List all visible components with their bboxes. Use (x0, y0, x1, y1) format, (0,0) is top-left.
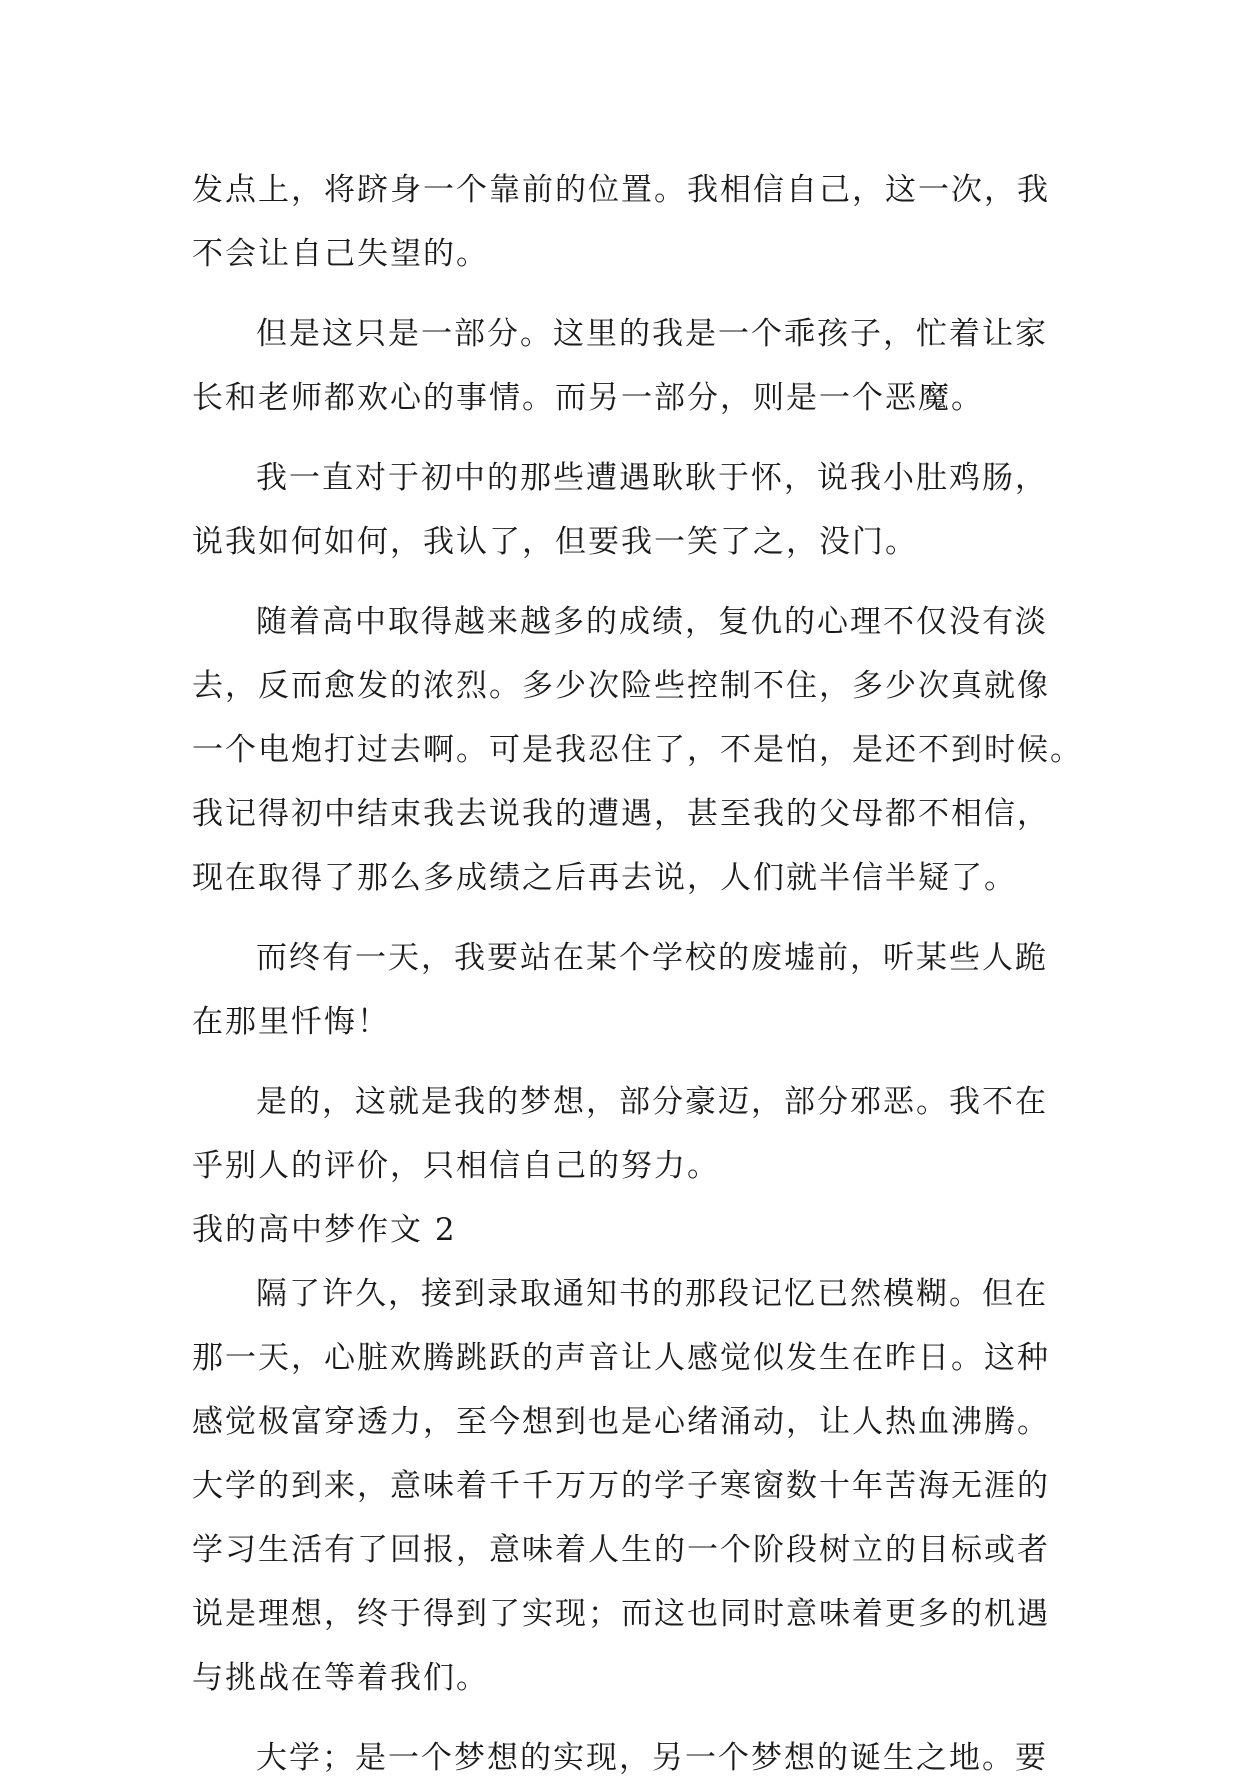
text-line: 不会让自己失望的。 (192, 236, 489, 272)
text-line: 说我如何如何，我认了，但要我一笑了之，没门。 (192, 524, 918, 560)
text-line: 大学；是一个梦想的实现，另一个梦想的诞生之地。要 (256, 1740, 1048, 1776)
text-line: 长和老师都欢心的事情。而另一部分，则是一个恶魔。 (192, 380, 984, 416)
text-line: 我记得初中结束我去说我的遭遇，甚至我的父母都不相信， (192, 796, 1050, 832)
text-line: 发点上，将跻身一个靠前的位置。我相信自己，这一次，我 (192, 172, 1050, 208)
paragraph (192, 1070, 1052, 1198)
text-line: 而终有一天，我要站在某个学校的废墟前，听某些人跪 (256, 940, 1048, 976)
paragraph-gap (192, 430, 1052, 446)
section-heading (192, 1198, 1052, 1262)
paragraph-gap (192, 1710, 1052, 1726)
text-line: 是的，这就是我的梦想，部分豪迈，部分邪恶。我不在 (256, 1084, 1048, 1120)
paragraph (192, 302, 1052, 430)
paragraph-gap (192, 1054, 1052, 1070)
text-line: 我一直对于初中的那些遭遇耿耿于怀，说我小肚鸡肠， (256, 460, 1048, 496)
text-line: 隔了许久，接到录取通知书的那段记忆已然模糊。但在 (256, 1276, 1048, 1312)
paragraph (192, 1726, 1052, 1790)
text-line: 与挑战在等着我们。 (192, 1660, 489, 1696)
document-body (192, 158, 1083, 1790)
text-line: 现在取得了那么多成绩之后再去说，人们就半信半疑了。 (192, 860, 1017, 896)
text-line: 但是这只是一部分。这里的我是一个乖孩子，忙着让家 (256, 316, 1048, 352)
text-line: 去，反而愈发的浓烈。多少次险些控制不住，多少次真就像 (192, 668, 1050, 704)
paragraph (192, 590, 1083, 910)
text-line: 大学的到来，意味着千千万万的学子寒窗数十年苦海无涯的 (192, 1468, 1050, 1504)
text-line: 在那里忏悔！ (192, 1004, 390, 1040)
paragraph-gap (192, 910, 1052, 926)
text-line: 说是理想，终于得到了实现；而这也同时意味着更多的机遇 (192, 1596, 1050, 1632)
paragraph (192, 446, 1052, 574)
paragraph-gap (192, 286, 1052, 302)
paragraph (192, 926, 1052, 1054)
heading-text: 我的高中梦作文 2 (192, 1212, 457, 1248)
text-line: 感觉极富穿透力，至今想到也是心绪涌动，让人热血沸腾。 (192, 1404, 1050, 1440)
text-line: 一个电炮打过去啊。可是我忍住了，不是怕，是还不到时候。 (192, 732, 1083, 768)
text-line: 随着高中取得越来越多的成绩，复仇的心理不仅没有淡 (256, 604, 1048, 640)
paragraph (192, 1262, 1052, 1710)
text-line: 学习生活有了回报，意味着人生的一个阶段树立的目标或者 (192, 1532, 1050, 1568)
paragraph-gap (192, 574, 1052, 590)
paragraph (192, 158, 1052, 286)
text-line: 那一天，心脏欢腾跳跃的声音让人感觉似发生在昨日。这种 (192, 1340, 1050, 1376)
text-line: 乎别人的评价，只相信自己的努力。 (192, 1148, 720, 1184)
